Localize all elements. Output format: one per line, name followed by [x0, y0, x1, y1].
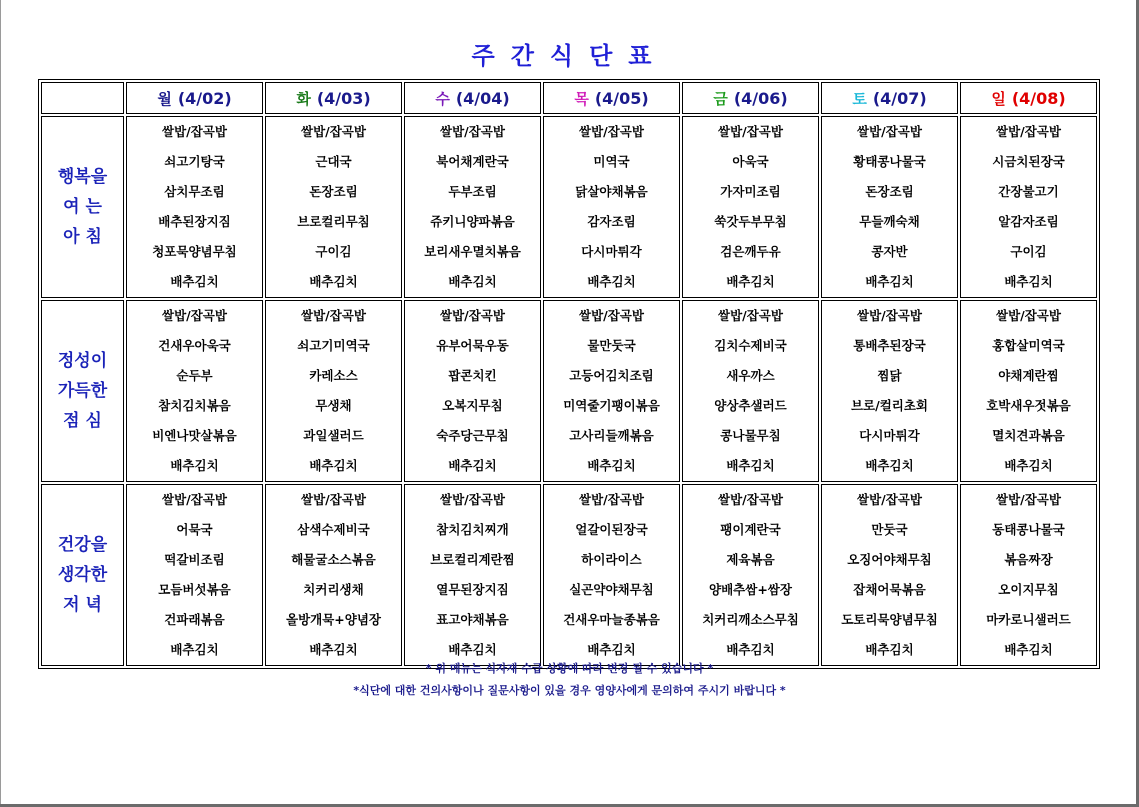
menu-cell — [126, 116, 263, 298]
menu-item: 미역국 — [593, 154, 630, 169]
menu-list — [266, 485, 401, 665]
menu-cell — [543, 484, 680, 666]
menu-item: 쌀밥/잡곡밥 — [440, 124, 505, 139]
menu-list — [544, 117, 679, 297]
menu-item: 해물굴소스볶음 — [291, 552, 376, 567]
menu-item: 삼색수제비국 — [297, 522, 370, 537]
menu-item: 건파래볶음 — [164, 612, 225, 627]
day-header-5 — [682, 82, 819, 114]
day-date: (4/03) — [316, 88, 371, 108]
menu-item: 쌀밥/잡곡밥 — [440, 492, 505, 507]
menu-list — [961, 301, 1096, 481]
meal-label-line: 정성이 — [57, 351, 108, 371]
menu-item: 열무된장지짐 — [436, 582, 509, 597]
menu-list — [405, 117, 540, 297]
day-header-1 — [126, 82, 263, 114]
menu-item: 치커리생채 — [303, 582, 364, 597]
meal-label-line: 가득한 — [57, 381, 108, 401]
menu-item: 청포묵양념무침 — [152, 244, 237, 259]
menu-list — [266, 301, 401, 481]
menu-list — [544, 485, 679, 665]
menu-cell — [404, 484, 541, 666]
menu-item: 쌀밥/잡곡밥 — [162, 124, 227, 139]
menu-cell — [821, 484, 958, 666]
page-title: 주간식단표 — [471, 42, 668, 70]
menu-item: 건새우마늘종볶음 — [563, 612, 660, 627]
menu-item: 배추김치 — [587, 458, 636, 473]
day-date: (4/06) — [733, 88, 788, 108]
menu-item: 삼치무조림 — [164, 184, 225, 199]
menu-item: 통배추된장국 — [853, 338, 926, 353]
menu-item: 만둣국 — [871, 522, 908, 537]
menu-item: 배추김치 — [309, 642, 358, 657]
menu-item: 올방개묵+양념장 — [286, 612, 381, 627]
day-date: (4/08) — [1011, 88, 1066, 108]
menu-item: 배추김치 — [448, 642, 497, 657]
menu-item: 유부어묵우동 — [436, 338, 509, 353]
menu-item: 야채계란찜 — [998, 368, 1059, 383]
menu-item: 팽이계란국 — [720, 522, 781, 537]
menu-item: 배추김치 — [1004, 642, 1053, 657]
day-name: 월 — [157, 89, 172, 108]
menu-item: 브로/컬리초회 — [850, 398, 929, 413]
menu-item: 쌀밥/잡곡밥 — [579, 492, 644, 507]
menu-item: 브로컬리계란찜 — [430, 552, 515, 567]
menu-item: 쌀밥/잡곡밥 — [996, 308, 1061, 323]
menu-list — [127, 485, 262, 665]
menu-item: 쌀밥/잡곡밥 — [440, 308, 505, 323]
menu-item: 쌀밥/잡곡밥 — [162, 492, 227, 507]
menu-item: 배추김치 — [587, 274, 636, 289]
menu-list — [683, 485, 818, 665]
menu-item: 물만둣국 — [587, 338, 636, 353]
meal-label-line: 저 녁 — [63, 595, 102, 615]
menu-item: 구이김 — [315, 244, 352, 259]
menu-item: 잡채어묵볶음 — [853, 582, 926, 597]
menu-list — [405, 301, 540, 481]
menu-list — [266, 117, 401, 297]
menu-item: 쌀밥/잡곡밥 — [301, 308, 366, 323]
menu-item: 비엔나맛살볶음 — [152, 428, 237, 443]
menu-item: 근대국 — [315, 154, 352, 169]
menu-item: 오복지무침 — [442, 398, 503, 413]
menu-item: 배추김치 — [1004, 274, 1053, 289]
menu-item: 찜닭 — [877, 368, 902, 383]
menu-list — [683, 301, 818, 481]
menu-item: 배추김치 — [726, 642, 775, 657]
menu-cell — [265, 300, 402, 482]
menu-item: 알감자조림 — [998, 214, 1059, 229]
menu-item: 닭살야채볶음 — [575, 184, 648, 199]
menu-item: 쌀밥/잡곡밥 — [718, 492, 783, 507]
menu-item: 배추김치 — [309, 274, 358, 289]
menu-item: 참치김치볶음 — [158, 398, 231, 413]
menu-item: 미역줄기팽이볶음 — [563, 398, 660, 413]
menu-item: 배추김치 — [587, 642, 636, 657]
meal-label — [41, 300, 124, 482]
menu-item: 콩나물무침 — [720, 428, 781, 443]
menu-cell — [682, 484, 819, 666]
menu-item: 쌀밥/잡곡밥 — [579, 124, 644, 139]
menu-item: 팝콘치킨 — [448, 368, 497, 383]
day-header-3 — [404, 82, 541, 114]
menu-item: 건새우아욱국 — [158, 338, 231, 353]
day-date: (4/05) — [594, 88, 649, 108]
meal-row — [41, 116, 1097, 298]
menu-item: 하이라이스 — [581, 552, 642, 567]
menu-cell — [265, 116, 402, 298]
menu-cell — [821, 116, 958, 298]
day-name: 일 — [991, 89, 1006, 108]
menu-list — [544, 301, 679, 481]
menu-cell — [126, 300, 263, 482]
menu-cell — [821, 300, 958, 482]
menu-item: 배추된장지짐 — [158, 214, 231, 229]
meal-label — [41, 116, 124, 298]
menu-item: 배추김치 — [448, 274, 497, 289]
menu-item: 호박새우젓볶음 — [986, 398, 1071, 413]
menu-item: 간장불고기 — [998, 184, 1059, 199]
menu-item: 브로컬리무침 — [297, 214, 370, 229]
menu-item: 마카로니샐러드 — [986, 612, 1071, 627]
menu-item: 쇠고기탕국 — [164, 154, 225, 169]
menu-item: 배추김치 — [448, 458, 497, 473]
menu-item: 구이김 — [1010, 244, 1047, 259]
menu-item: 숙주당근무침 — [436, 428, 509, 443]
menu-item: 배추김치 — [865, 642, 914, 657]
menu-item: 동태콩나물국 — [992, 522, 1065, 537]
menu-item: 쌀밥/잡곡밥 — [996, 124, 1061, 139]
menu-list — [822, 485, 957, 665]
menu-item: 쌀밥/잡곡밥 — [162, 308, 227, 323]
menu-item: 새우까스 — [726, 368, 775, 383]
menu-cell — [543, 116, 680, 298]
menu-item: 쑥갓두부무침 — [714, 214, 787, 229]
menu-item: 멸치견과볶음 — [992, 428, 1065, 443]
menu-item: 양배추쌈+쌈장 — [709, 582, 792, 597]
day-header-7 — [960, 82, 1097, 114]
menu-item: 모듬버섯볶음 — [158, 582, 231, 597]
menu-item: 쌀밥/잡곡밥 — [579, 308, 644, 323]
menu-cell — [682, 116, 819, 298]
day-date: (4/04) — [455, 88, 510, 108]
menu-item: 두부조림 — [448, 184, 497, 199]
menu-item: 쌀밥/잡곡밥 — [301, 124, 366, 139]
menu-item: 감자조림 — [587, 214, 636, 229]
day-name: 수 — [435, 89, 450, 108]
menu-item: 쥬키니양파볶음 — [430, 214, 515, 229]
menu-item: 어묵국 — [176, 522, 213, 537]
day-date: (4/07) — [872, 88, 927, 108]
menu-item: 표고야채볶음 — [436, 612, 509, 627]
menu-cell — [404, 116, 541, 298]
menu-item: 오징어야채무침 — [847, 552, 932, 567]
menu-item: 과일샐러드 — [303, 428, 364, 443]
menu-list — [822, 117, 957, 297]
menu-item: 보리새우멸치볶음 — [424, 244, 521, 259]
menu-list — [961, 117, 1096, 297]
menu-item: 고등어김치조림 — [569, 368, 654, 383]
menu-list — [405, 485, 540, 665]
menu-item: 쌀밥/잡곡밥 — [857, 492, 922, 507]
menu-item: 치커리깨소스무침 — [702, 612, 799, 627]
menu-item: 순두부 — [176, 368, 213, 383]
menu-item: 돈장조림 — [865, 184, 914, 199]
menu-item: 쌀밥/잡곡밥 — [718, 308, 783, 323]
day-header-2 — [265, 82, 402, 114]
day-name: 금 — [713, 89, 728, 108]
menu-item: 배추김치 — [865, 458, 914, 473]
menu-item: 배추김치 — [170, 642, 219, 657]
menu-item: 참치김치찌개 — [436, 522, 509, 537]
day-name: 목 — [574, 89, 589, 108]
menu-item: 쌀밥/잡곡밥 — [301, 492, 366, 507]
menu-cell — [265, 484, 402, 666]
menu-item: 배추김치 — [726, 458, 775, 473]
menu-item: 쇠고기미역국 — [297, 338, 370, 353]
weekly-menu-table — [38, 79, 1100, 669]
menu-cell — [404, 300, 541, 482]
menu-item: 무생채 — [315, 398, 352, 413]
menu-cell — [126, 484, 263, 666]
menu-item: 북어채계란국 — [436, 154, 509, 169]
change-notice: * 위 메뉴는 식자재 수급 상황에 따라 변경 될 수 있습니다 * — [425, 662, 714, 675]
menu-item: 아욱국 — [732, 154, 769, 169]
menu-item: 쌀밥/잡곡밥 — [718, 124, 783, 139]
meal-label-line: 생각한 — [57, 565, 108, 585]
menu-list — [127, 117, 262, 297]
menu-cell — [960, 484, 1097, 666]
menu-item: 배추김치 — [726, 274, 775, 289]
menu-item: 카레소스 — [309, 368, 358, 383]
meal-label-line: 행복을 — [57, 167, 108, 187]
meal-label-line: 여 는 — [63, 197, 102, 217]
menu-cell — [960, 300, 1097, 482]
day-header-6 — [821, 82, 958, 114]
menu-item: 쌀밥/잡곡밥 — [996, 492, 1061, 507]
menu-item: 떡갈비조림 — [164, 552, 225, 567]
meal-label — [41, 484, 124, 666]
menu-list — [683, 117, 818, 297]
menu-item: 다시마튀각 — [581, 244, 642, 259]
menu-list — [961, 485, 1096, 665]
menu-item: 쌀밥/잡곡밥 — [857, 124, 922, 139]
menu-item: 실곤약야채무침 — [569, 582, 654, 597]
menu-item: 배추김치 — [309, 458, 358, 473]
menu-item: 제육볶음 — [726, 552, 775, 567]
menu-cell — [682, 300, 819, 482]
menu-item: 쌀밥/잡곡밥 — [857, 308, 922, 323]
menu-item: 배추김치 — [170, 458, 219, 473]
menu-item: 홍합살미역국 — [992, 338, 1065, 353]
menu-item: 황태콩나물국 — [853, 154, 926, 169]
day-name: 토 — [852, 89, 867, 108]
day-name: 화 — [296, 89, 311, 108]
meal-label-line: 점 심 — [63, 411, 102, 431]
menu-list — [822, 301, 957, 481]
menu-item: 콩자반 — [871, 244, 908, 259]
meal-label-line: 아 침 — [63, 227, 102, 247]
menu-cell — [543, 300, 680, 482]
menu-item: 검은깨두유 — [720, 244, 781, 259]
corner-cell — [41, 82, 124, 114]
menu-item: 배추김치 — [170, 274, 219, 289]
menu-item: 고사리들깨볶음 — [569, 428, 654, 443]
menu-item: 볶음짜장 — [1004, 552, 1053, 567]
inquiry-notice: *식단에 대한 건의사항이나 질문사항이 있을 경우 영양사에게 문의하여 주시기 바랍니다 * — [353, 684, 786, 697]
menu-item: 양상추샐러드 — [714, 398, 787, 413]
menu-item: 돈장조림 — [309, 184, 358, 199]
menu-item: 가자미조림 — [720, 184, 781, 199]
meal-row — [41, 300, 1097, 482]
menu-item: 오이지무침 — [998, 582, 1059, 597]
meal-label-line: 건강을 — [57, 535, 108, 555]
day-date: (4/02) — [177, 88, 232, 108]
menu-item: 무들깨숙채 — [859, 214, 920, 229]
menu-item: 다시마튀각 — [859, 428, 920, 443]
menu-list — [127, 301, 262, 481]
menu-item: 배추김치 — [865, 274, 914, 289]
menu-cell — [960, 116, 1097, 298]
day-header-4 — [543, 82, 680, 114]
meal-row — [41, 484, 1097, 666]
menu-item: 얼갈이된장국 — [575, 522, 648, 537]
day-header-row — [41, 82, 1097, 114]
menu-item: 도토리묵양념무침 — [841, 612, 938, 627]
menu-item: 배추김치 — [1004, 458, 1053, 473]
menu-item: 시금치된장국 — [992, 154, 1065, 169]
menu-item: 김치수제비국 — [714, 338, 787, 353]
